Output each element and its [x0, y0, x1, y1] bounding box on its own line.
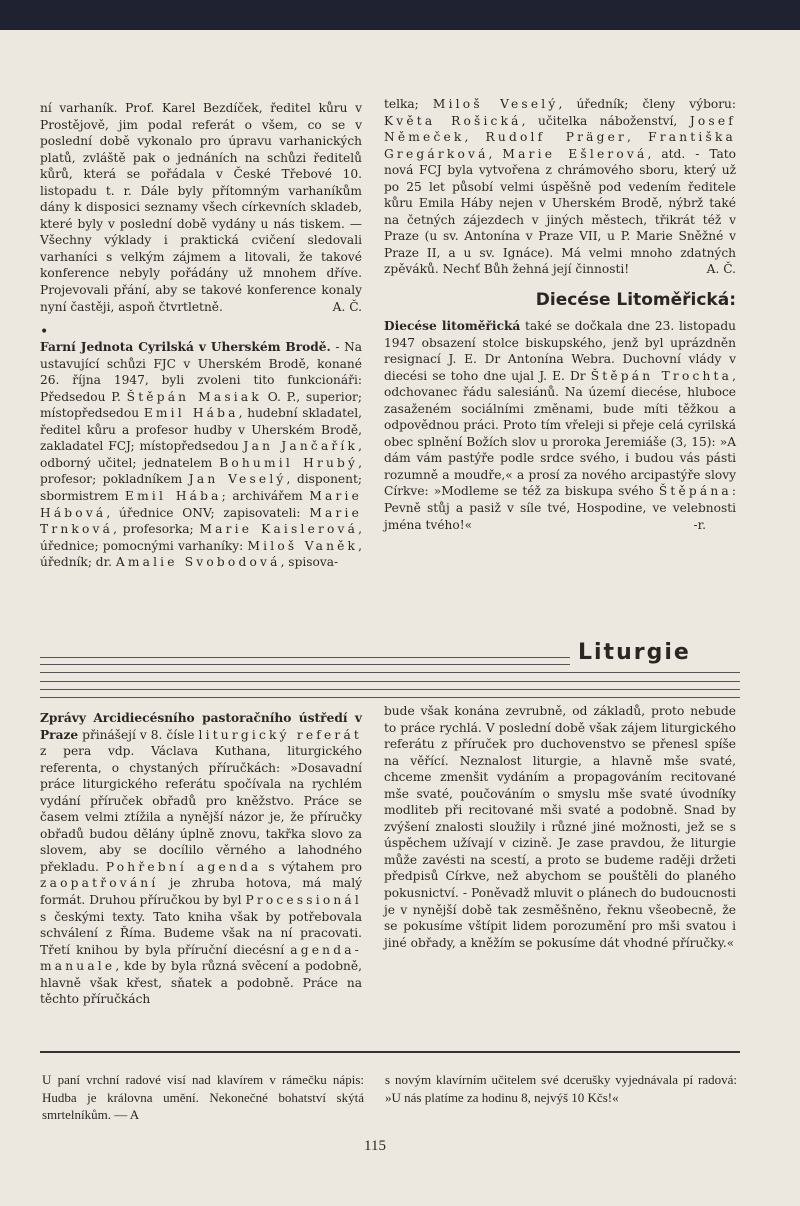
section-heading-litomericka: Diecése Litoměřická:	[535, 290, 736, 311]
liturgie-continuation-paragraph: bude však konána zevrubně, od základů, proto nebude to práce rychlá. V poslední době však zájem liturgického referátu z příruček pro duchovenstvo se přenesl spíše na věřící. Neznalost liturgie, a hlavně mše svaté, chceme zmenšit vydáním a propagováním recitované mše svaté, poučováním o smyslu mše svaté úvodníky modliteb při recitované mši svaté a podobně. Snad by zvýšení znalosti sloužily i různé jiné možnosti, jež se s úspěchem užívají v cizině. Je zase pravdou, že liturgie může zavésti na scestí, a proto se budeme raději držeti předpisů Církve, než abychom se pouštěli do planého pokusnictví. - Poněvadž mluvit o plánech do budoucnosti je v nynější době tak zesměšněno, řeknu všeobecně, že se pokusíme vštípit lidem porozumění pro mši svatou i jiné obřady, a kněžím se pokusíme dát vhodné příručky.«	[384, 704, 736, 950]
person-name: Emil Hába	[143, 406, 239, 421]
person-name: Rudolf Präger	[485, 130, 628, 145]
heading-rule	[40, 672, 740, 673]
emphasized-term: liturgický referát	[198, 727, 363, 742]
emphasized-term: agenda-manuale	[40, 942, 362, 974]
liturgie-right-column	[384, 703, 736, 951]
person-name: Štěpán Trochta	[590, 368, 733, 383]
emphasized-term: zaopatřování	[40, 876, 159, 891]
left-column-top	[40, 100, 362, 571]
litomerice-diocese-paragraph: Diecése litoměřická také se dočkala dne 23. listopadu 1947 obsazení stolce biskupského, jenž byl uprázdněn resignací J. E. Dr Antonína Webra. Duchovní vlády v diecési se toho dne ujal J. E. Dr Štěpán Trochta, odchovanec řádu salesiánů. Na území diecése, hluboce zasaženém sociálními změnami, bude míti těžkou a odpovědnou práci. Proto tím vřeleji si přeje celá cyrilská obec splnění Božích slov u proroka Jeremiáše (3, 15): »A dám vám pastýře podle srdce svého, i budou vás pásti rozumně a moudře,« a prosí za nového arcipastýře slovy Církve: »Modleme se též za biskupa svého Štěpána: Pevně stůj a pasiž v síle tvé, Hospodine, ve velebnosti jména tvého!« -r.	[384, 319, 736, 532]
article-heading: Diecése litoměřická	[384, 319, 521, 334]
liturgie-paragraph: Zprávy Arcidiecésního pastoračního ústředí v Praze přinášejí v 8. čísle liturgický referát z pera vdp. Václava Kuthana, liturgického referenta, o chystaných příručkách: »Dosavadní práce liturgického referátu spočívala na rychlém vydání příruček obřadů pro kněžstvo. Práce se časem velmi ztížila a nynější názor je, že příručky obřadů budou dělány úplně znovu, takřka slovo za slovem, aby se docílilo věrného a lahodného překladu. Pohřební agenda s výtahem pro zaopatřování je zhruba hotova, má malý formát. Druhou příručkou by byl Processionál s českými texty. Tato kniha však by potřebovala schválení z Říma. Budeme však na ní pracovati. Třetí knihou by byla příruční diecésní agenda-manuale, kde by byla různá svěcení a podobně, hlavně však křest, sňatek a podobně. Práce na těchto příručkách	[40, 711, 363, 1007]
person-name: Štěpán Masiak	[126, 389, 262, 404]
bullet-icon: •	[40, 324, 49, 341]
section-heading-liturgie: Liturgie	[578, 640, 691, 665]
heading-rule	[40, 664, 570, 665]
person-name: Josef Němeček	[384, 113, 737, 145]
person-name: Miloš Veselý	[432, 97, 559, 111]
heading-rule	[40, 657, 570, 658]
person-name: Marie Trnková	[40, 505, 362, 537]
person-name: Františka Gregárková	[384, 130, 737, 161]
person-name: Miloš Vaněk	[247, 538, 359, 553]
page-number: 115	[364, 1138, 386, 1154]
heading-rule	[40, 697, 740, 698]
person-name: Emil Hába	[125, 489, 222, 504]
section-divider	[40, 1051, 740, 1053]
emphasized-term: Processionál	[245, 893, 362, 908]
person-name: Bohumil Hrubý	[219, 455, 359, 470]
person-name: Marie Kaislerová	[199, 522, 359, 537]
anecdote-left: U paní vrchní radové visí nad klavírem v rámečku nápis: Hudba je královna umění. Nekonečné bohatství skýtá smrtelníkům. — A	[42, 1072, 364, 1122]
heading-rule	[40, 681, 740, 682]
signature: A. Č.	[706, 262, 736, 277]
organists-report-paragraph: ní varhaník. Prof. Karel Bezdíček, ředitel kůru v Prostějově, jim podal referát o všem, co se v poslední době vykonalo pro úpravu varhanických platů, zvláště pak o jednáních na schůzi ředitelů kůrů, která se pořádala v České Třebové 10. listopadu t. r. Dále byly přítomným varhaníkům dány k disposici seznamy všech církevních skladeb, které byly v poslední době vydány u nás tiskem. — Všechny výklady i praktická cvičení sledovali varhaníci s velkým zájmem a litovali, že takové konference nebyly pořádány už mnohem dříve. Projevovali přání, aby se takové konference konaly nyní častěji, aspoň čtvrtletně. A. Č.	[40, 101, 362, 314]
person-name: Amalie Svobodová	[115, 555, 281, 570]
signature: -r.	[693, 517, 706, 532]
article-heading: Zprávy Arcidiecésního pastoračního ústředí v Praze	[40, 711, 362, 742]
person-name: Jan Veselý	[188, 472, 287, 487]
person-name: Marie Hábová	[40, 489, 363, 520]
person-name: Štěpána	[658, 484, 732, 499]
person-name: Jan Jančařík	[243, 439, 359, 454]
liturgie-left-column	[40, 710, 362, 1008]
fjc-uhersky-brod-paragraph: Farní Jednota Cyrilská v Uherském Brodě. - Na ustavující schůzi FJC v Uherském Brodě, konané 26. října 1947, byli zvoleni tito funkcionáři: Předsedou P. Štěpán Masiak O. P., superior; místopředsedou Emil Hába, hudební skladatel, ředitel kůru a profesor hudby v Uherském Brodě, zakladatel FCJ; místopředsedou Jan Jančařík, odborný učitel; jednatelem Bohumil Hrubý, profesor; pokladníkem Jan Veselý, disponent; sbormistrem Emil Hába; archivářem Marie Hábová, úřednice ONV; zapisovateli: Marie Trnková, profesorka; Marie Kaislerová, úřednice; pomocnými varhaníky: Miloš Vaněk, úředník; dr. Amalie Svobodová, spisova-	[40, 340, 363, 570]
person-name: Květa Rošická	[384, 113, 522, 128]
scan-top-band	[0, 0, 800, 30]
signature: A. Č.	[332, 299, 362, 314]
article-heading: Farní Jednota Cyrilská v Uherském Brodě.	[40, 340, 331, 355]
right-column-top	[384, 96, 736, 533]
anecdote-right: s novým klavírním učitelem své dcerušky vyjednávala pí radová: »U nás platíme za hodinu 8, nejvýš 10 Kčs!«	[385, 1072, 737, 1105]
fjc-continuation-paragraph: telka; Miloš Veselý, úředník; členy výboru: Květa Rošická, učitelka náboženství, Josef Němeček, Rudolf Präger, Františka Gregárková, Marie Ešlerová, atd. - Tato nová FCJ byla vytvořena z chrámového sboru, který už po 25 let působí velmi úspěšně pod vedením ředitele kůru Emila Háby nejen v Uherském Brodě, nýbrž také na četných zájezdech v jiných městech, třikrát též v Praze (u sv. Antonína v Praze VII, u P. Marie Sněžné v Praze II, a u sv. Ignáce). Má velmi mnoho zdatných zpěváků. Nechť Bůh žehná její činnosti! A. Č.	[384, 97, 737, 277]
heading-rule	[40, 689, 740, 690]
person-name: Marie Ešlerová	[502, 146, 648, 161]
emphasized-term: Pohřební agenda	[105, 859, 262, 874]
